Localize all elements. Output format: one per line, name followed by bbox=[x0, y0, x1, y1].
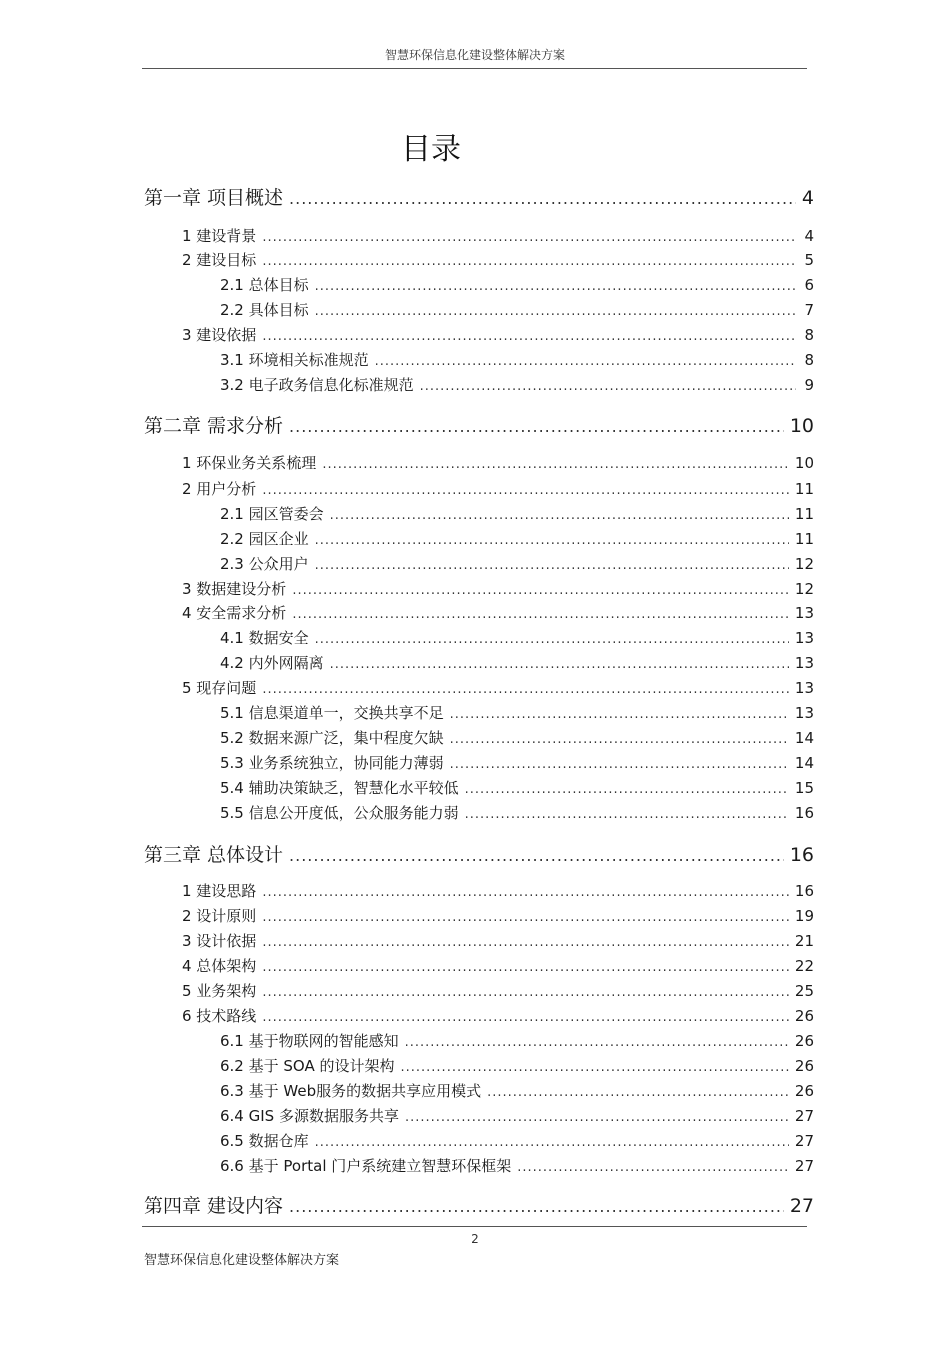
toc-entry-label: 第三章 总体设计 bbox=[144, 844, 284, 866]
toc-entry-page: 13 bbox=[794, 704, 814, 722]
toc-entry-page: 21 bbox=[794, 932, 814, 950]
toc-entry[interactable] bbox=[220, 777, 814, 798]
toc-entry-page: 25 bbox=[794, 982, 814, 1000]
toc-entry-page: 14 bbox=[794, 754, 814, 772]
toc-dot-leader bbox=[315, 304, 796, 319]
toc-entry-page: 26 bbox=[794, 1032, 814, 1050]
toc-entry-page: 4 bbox=[801, 187, 814, 209]
toc-entry-page: 10 bbox=[789, 415, 814, 437]
toc-entry-label: 3 设计依据 bbox=[182, 932, 257, 950]
toc-entry-page: 16 bbox=[794, 882, 814, 900]
toc-title: 目录 bbox=[401, 132, 461, 167]
toc-entry[interactable] bbox=[182, 578, 814, 599]
toc-dot-leader bbox=[315, 558, 789, 573]
toc-entry-label: 6.5 数据仓库 bbox=[220, 1132, 309, 1150]
toc-entry[interactable] bbox=[220, 374, 814, 395]
toc-entry-page: 27 bbox=[794, 1107, 814, 1125]
toc-entry[interactable] bbox=[182, 602, 814, 623]
toc-entry-page: 26 bbox=[794, 1057, 814, 1075]
toc-entry[interactable] bbox=[220, 627, 814, 648]
toc-entry[interactable] bbox=[182, 955, 814, 976]
toc-dot-leader bbox=[450, 757, 789, 772]
toc-entry[interactable] bbox=[220, 553, 814, 574]
toc-entry-page: 26 bbox=[794, 1082, 814, 1100]
toc-entry[interactable] bbox=[182, 980, 814, 1001]
toc-dot-leader bbox=[262, 483, 789, 498]
toc-entry[interactable] bbox=[182, 1005, 814, 1026]
toc-dot-leader bbox=[465, 807, 789, 822]
toc-entry-page: 27 bbox=[794, 1132, 814, 1150]
toc-entry-label: 3.1 环境相关标准规范 bbox=[220, 351, 369, 369]
toc-dot-leader bbox=[375, 354, 796, 369]
toc-entry-label: 6.1 基于物联网的智能感知 bbox=[220, 1032, 399, 1050]
toc-entry-label: 1 建设背景 bbox=[182, 227, 257, 245]
toc-entry-label: 2.1 总体目标 bbox=[220, 276, 309, 294]
toc-dot-leader bbox=[322, 457, 789, 472]
toc-entry[interactable] bbox=[182, 677, 814, 698]
toc-entry[interactable] bbox=[220, 349, 814, 370]
toc-entry-label: 3 数据建设分析 bbox=[182, 580, 287, 598]
toc-entry[interactable] bbox=[182, 324, 814, 345]
toc-entry-label: 2.3 公众用户 bbox=[220, 555, 309, 573]
toc-entry-label: 4.2 内外网隔离 bbox=[220, 654, 324, 672]
toc-dot-leader bbox=[487, 1085, 789, 1100]
toc-entry-label: 5.3 业务系统独立，协同能力薄弱 bbox=[220, 754, 444, 772]
toc-entry[interactable] bbox=[182, 249, 814, 270]
toc-dot-leader bbox=[405, 1035, 789, 1050]
toc-entry-label: 1 建设思路 bbox=[182, 882, 257, 900]
toc-dot-leader bbox=[330, 508, 789, 523]
toc-dot-leader bbox=[289, 846, 784, 865]
toc-dot-leader bbox=[292, 607, 789, 622]
toc-dot-leader bbox=[262, 960, 789, 975]
toc-entry-page: 14 bbox=[794, 729, 814, 747]
toc-entry-label: 6 技术路线 bbox=[182, 1007, 257, 1025]
toc-entry-page: 13 bbox=[794, 679, 814, 697]
toc-entry[interactable] bbox=[182, 478, 814, 499]
toc-entry-page: 15 bbox=[794, 779, 814, 797]
toc-entry-label: 4 总体架构 bbox=[182, 957, 257, 975]
toc-dot-leader bbox=[262, 935, 789, 950]
toc-entry-page: 27 bbox=[789, 1195, 814, 1217]
toc-entry[interactable] bbox=[220, 802, 814, 823]
toc-entry-page: 13 bbox=[794, 654, 814, 672]
toc-entry[interactable] bbox=[182, 905, 814, 926]
toc-dot-leader bbox=[517, 1160, 789, 1175]
toc-entry-label: 6.2 基于 SOA 的设计架构 bbox=[220, 1057, 395, 1075]
toc-dot-leader bbox=[292, 583, 789, 598]
toc-entry-label: 3.2 电子政务信息化标准规范 bbox=[220, 376, 414, 394]
toc-dot-leader bbox=[289, 189, 796, 208]
toc-entry-page: 6 bbox=[804, 276, 814, 294]
toc-entry-page: 13 bbox=[794, 604, 814, 622]
toc-entry[interactable] bbox=[220, 727, 814, 748]
toc-entry[interactable] bbox=[220, 1055, 814, 1076]
toc-entry[interactable] bbox=[220, 702, 814, 723]
toc-entry[interactable] bbox=[220, 299, 814, 320]
toc-entry[interactable] bbox=[220, 1130, 814, 1151]
toc-entry-page: 5 bbox=[804, 251, 814, 269]
toc-entry[interactable] bbox=[182, 880, 814, 901]
toc-dot-leader bbox=[465, 782, 789, 797]
toc-dot-leader bbox=[405, 1110, 789, 1125]
running-header: 智慧环保信息化建设整体解决方案 bbox=[384, 48, 565, 62]
toc-entry-page: 11 bbox=[794, 480, 814, 498]
toc-entry-label: 4 安全需求分析 bbox=[182, 604, 287, 622]
toc-dot-leader bbox=[262, 329, 796, 344]
toc-dot-leader bbox=[262, 682, 789, 697]
toc-entry[interactable] bbox=[182, 930, 814, 951]
toc-entry-page: 4 bbox=[804, 227, 814, 245]
toc-entry[interactable] bbox=[220, 1030, 814, 1051]
toc-entry-label: 5 业务架构 bbox=[182, 982, 257, 1000]
toc-entry[interactable] bbox=[220, 1080, 814, 1101]
toc-dot-leader bbox=[330, 657, 789, 672]
toc-entry-label: 5 现存问题 bbox=[182, 679, 257, 697]
toc-entry[interactable] bbox=[144, 1191, 814, 1218]
toc-dot-leader bbox=[262, 230, 796, 245]
toc-entry-label: 3 建设依据 bbox=[182, 326, 257, 344]
toc-entry-label: 2.1 园区管委会 bbox=[220, 505, 324, 523]
toc-entry[interactable] bbox=[220, 503, 814, 524]
toc-entry-page: 11 bbox=[794, 505, 814, 523]
toc-entry[interactable] bbox=[220, 1155, 814, 1176]
toc-entry-page: 22 bbox=[794, 957, 814, 975]
toc-entry-page: 19 bbox=[794, 907, 814, 925]
toc-entry[interactable] bbox=[182, 452, 814, 473]
toc-entry-label: 2.2 具体目标 bbox=[220, 301, 309, 319]
toc-entry[interactable] bbox=[182, 225, 814, 246]
toc-entry-label: 2 设计原则 bbox=[182, 907, 257, 925]
toc-entry-page: 7 bbox=[804, 301, 814, 319]
toc-entry[interactable] bbox=[220, 652, 814, 673]
toc-entry-page: 12 bbox=[794, 555, 814, 573]
toc-dot-leader bbox=[289, 1197, 784, 1216]
toc-dot-leader bbox=[315, 1135, 789, 1150]
toc-entry-page: 26 bbox=[794, 1007, 814, 1025]
toc-entry-label: 6.6 基于 Portal 门户系统建立智慧环保框架 bbox=[220, 1157, 512, 1175]
toc-entry-page: 27 bbox=[794, 1157, 814, 1175]
toc-dot-leader bbox=[315, 533, 789, 548]
toc-dot-leader bbox=[315, 632, 789, 647]
toc-entry-page: 11 bbox=[794, 530, 814, 548]
toc-dot-leader bbox=[315, 279, 796, 294]
toc-dot-leader bbox=[262, 1010, 789, 1025]
toc-entry-label: 5.5 信息公开度低，公众服务能力弱 bbox=[220, 804, 459, 822]
toc-dot-leader bbox=[289, 417, 784, 436]
toc-entry-page: 9 bbox=[804, 376, 814, 394]
toc-entry-page: 8 bbox=[804, 351, 814, 369]
toc-entry[interactable] bbox=[144, 183, 814, 210]
toc-entry-label: 2.2 园区企业 bbox=[220, 530, 309, 548]
page-number: 2 bbox=[471, 1232, 479, 1246]
toc-entry-label: 6.3 基于 Web服务的数据共享应用模式 bbox=[220, 1082, 482, 1100]
toc-dot-leader bbox=[401, 1060, 789, 1075]
toc-dot-leader bbox=[262, 254, 796, 269]
toc-entry-label: 2 建设目标 bbox=[182, 251, 257, 269]
footer-rule bbox=[142, 1226, 807, 1227]
toc-entry[interactable] bbox=[144, 840, 814, 867]
toc-dot-leader bbox=[262, 910, 789, 925]
toc-entry-page: 13 bbox=[794, 629, 814, 647]
toc-entry-page: 8 bbox=[804, 326, 814, 344]
toc-entry-label: 第一章 项目概述 bbox=[144, 187, 284, 209]
toc-entry-page: 16 bbox=[789, 844, 814, 866]
toc-entry-page: 16 bbox=[794, 804, 814, 822]
toc-dot-leader bbox=[450, 732, 789, 747]
toc-entry-label: 第二章 需求分析 bbox=[144, 415, 284, 437]
toc-entry-page: 10 bbox=[794, 454, 814, 472]
toc-entry-label: 1 环保业务关系梳理 bbox=[182, 454, 317, 472]
toc-entry-page: 12 bbox=[794, 580, 814, 598]
toc-dot-leader bbox=[450, 707, 789, 722]
toc-entry[interactable] bbox=[220, 274, 814, 295]
toc-entry-label: 第四章 建设内容 bbox=[144, 1195, 284, 1217]
toc-entry[interactable] bbox=[220, 528, 814, 549]
toc-entry-label: 2 用户分析 bbox=[182, 480, 257, 498]
toc-entry[interactable] bbox=[220, 1105, 814, 1126]
toc-entry-label: 4.1 数据安全 bbox=[220, 629, 309, 647]
toc-dot-leader bbox=[420, 379, 796, 394]
toc-entry-label: 6.4 GIS 多源数据服务共享 bbox=[220, 1107, 399, 1125]
toc-dot-leader bbox=[262, 885, 789, 900]
toc-dot-leader bbox=[262, 985, 789, 1000]
running-footer: 智慧环保信息化建设整体解决方案 bbox=[144, 1253, 340, 1268]
toc-entry-label: 5.2 数据来源广泛，集中程度欠缺 bbox=[220, 729, 444, 747]
toc-entry[interactable] bbox=[144, 411, 814, 438]
toc-entry-label: 5.1 信息渠道单一，交换共享不足 bbox=[220, 704, 444, 722]
toc-entry[interactable] bbox=[220, 752, 814, 773]
toc-entry-label: 5.4 辅助决策缺乏，智慧化水平较低 bbox=[220, 779, 459, 797]
